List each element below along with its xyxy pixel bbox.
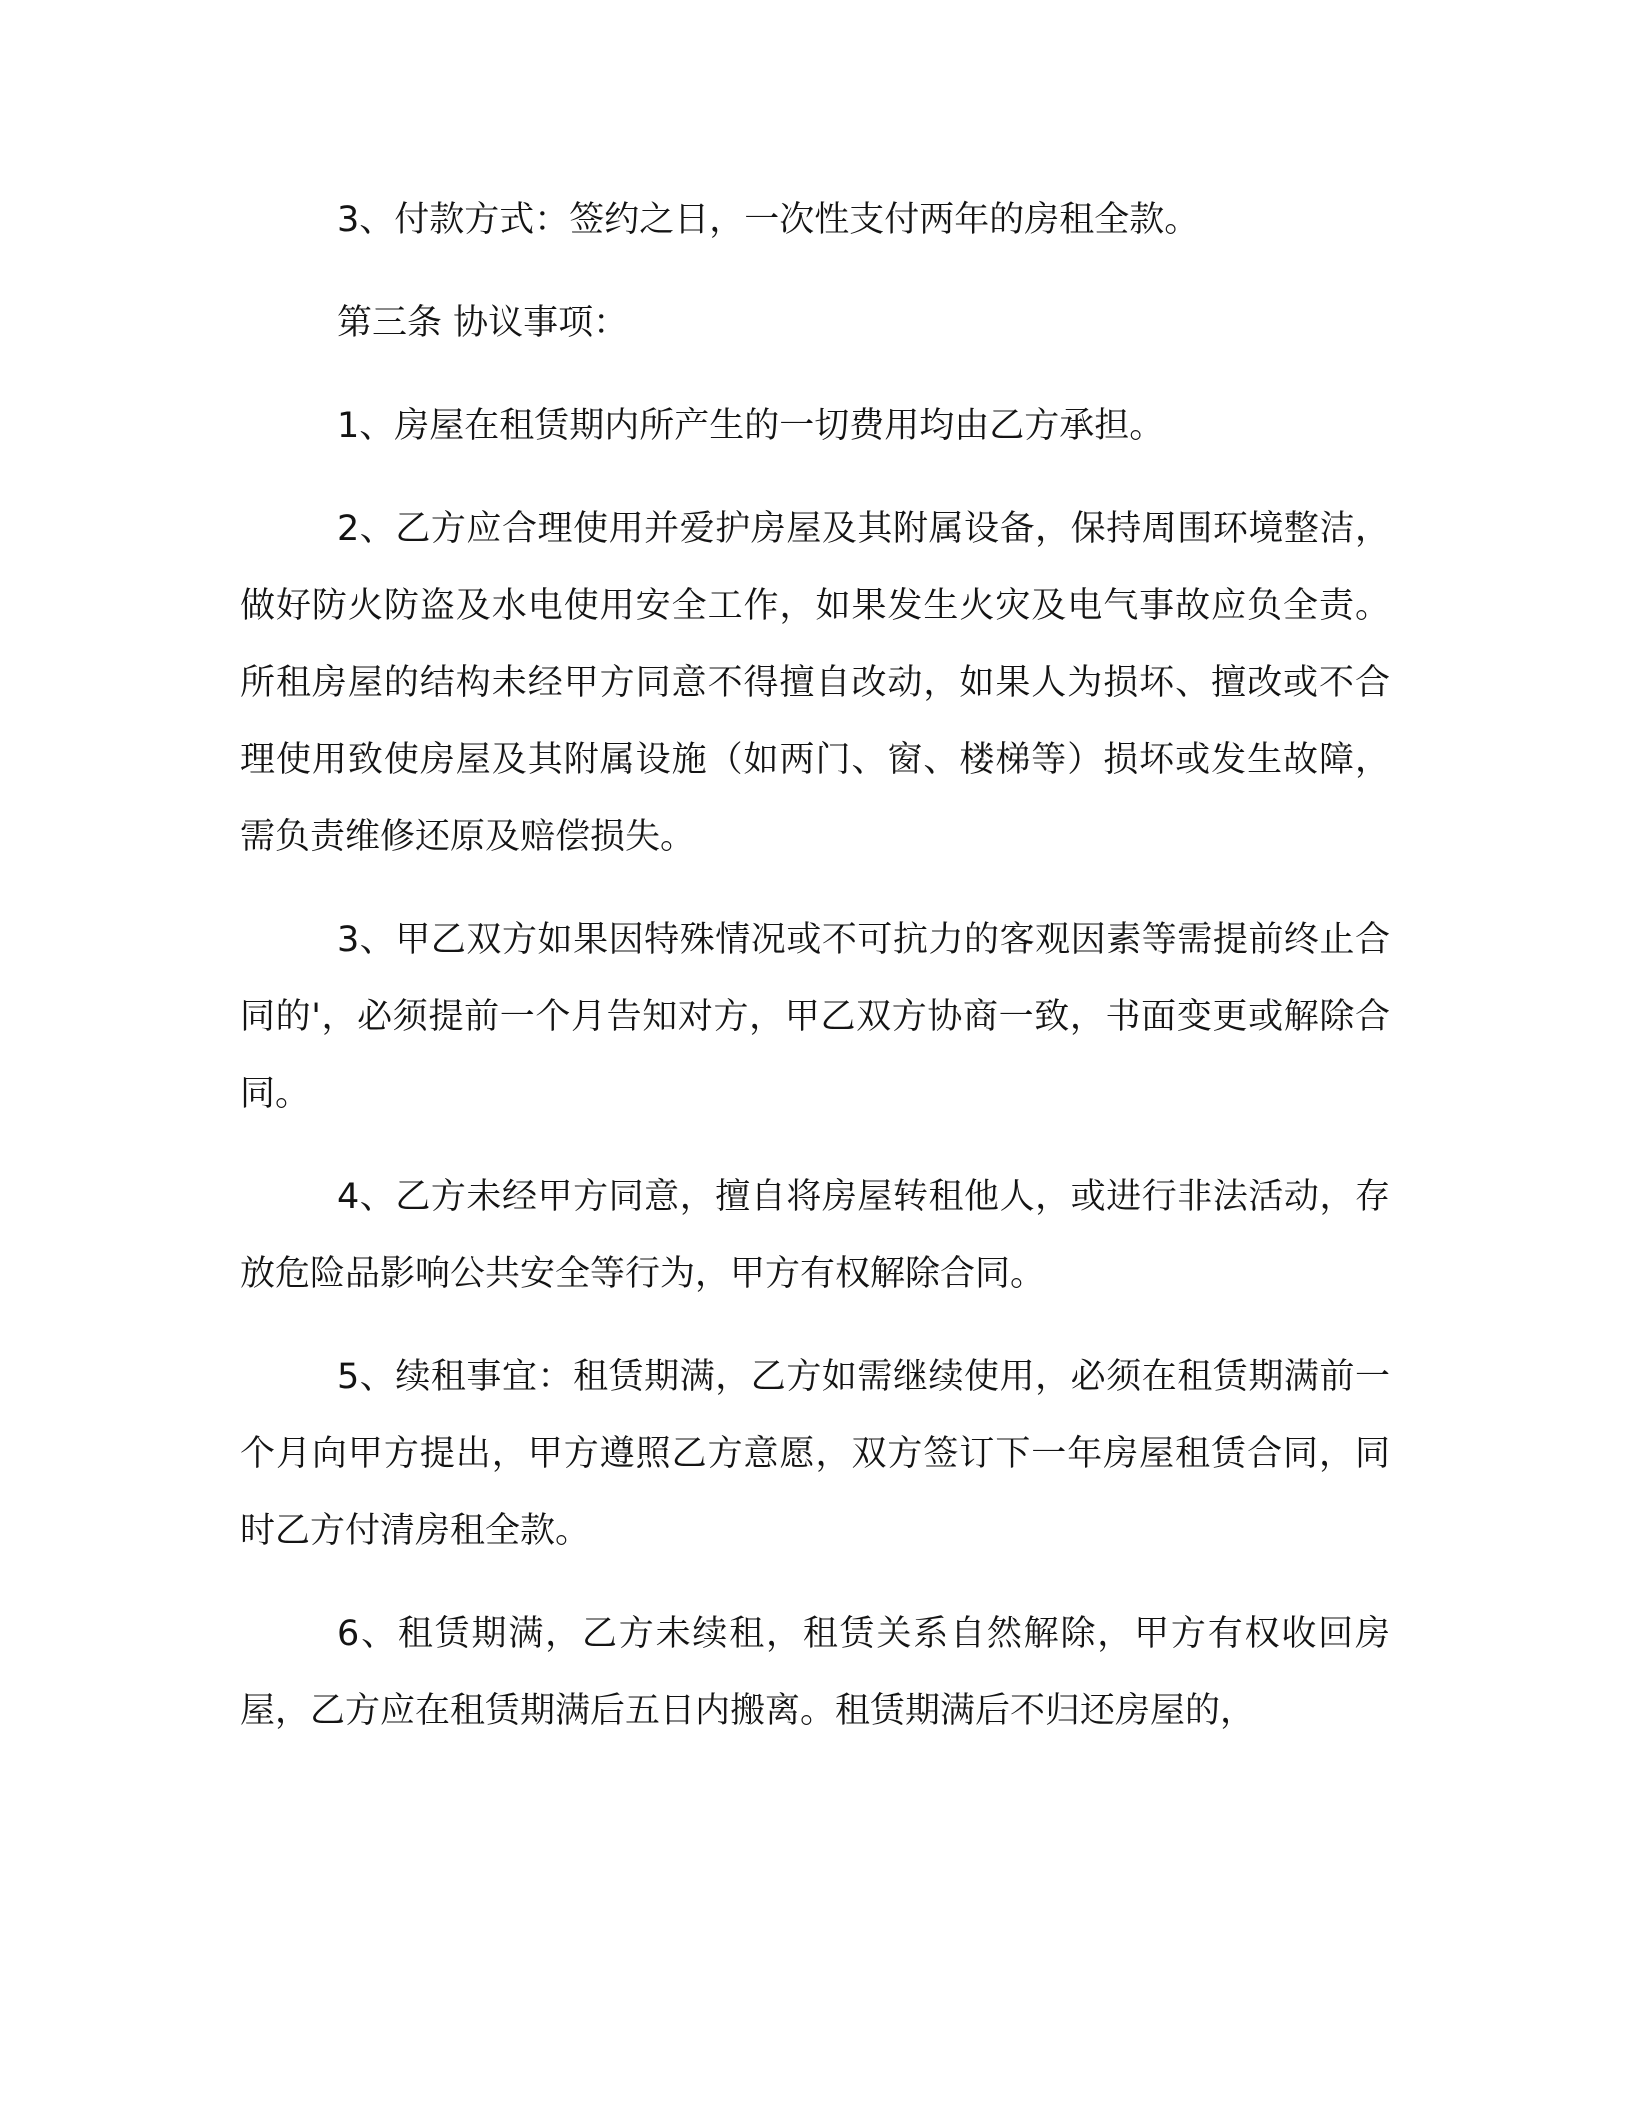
clause-1-paragraph: 1、房屋在租赁期内所产生的一切费用均由乙方承担。 [337, 406, 1165, 446]
article-three-heading: 第三条 协议事项： [337, 303, 629, 343]
payment-method-paragraph: 3、付款方式：签约之日，一次性支付两年的房租全款。 [337, 200, 1200, 240]
clause-4-paragraph: 4、乙方未经甲方同意，擅自将房屋转租他人，或进行非法活动，存放危险品影响公共安全等行为，甲方有权解除合同。 [240, 1177, 1390, 1294]
clause-6-paragraph: 6、租赁期满，乙方未续租，租赁关系自然解除，甲方有权收回房屋，乙方应在租赁期满后五日内搬离。租赁期满后不归还房屋的， [240, 1614, 1390, 1731]
clause-3-paragraph: 3、甲乙双方如果因特殊情况或不可抗力的客观因素等需提前终止合同的'，必须提前一个月告知对方，甲乙双方协商一致，书面变更或解除合同。 [240, 920, 1390, 1114]
document-body [240, 182, 1390, 1776]
clause-2-paragraph: 2、乙方应合理使用并爱护房屋及其附属设备，保持周围环境整洁，做好防火防盗及水电使用安全工作，如果发生火灾及电气事故应负全责。所租房屋的结构未经甲方同意不得擅自改动，如果人为损坏、擅改或不合理使用致使房屋及其附属设施（如两门、窗、楼梯等）损坏或发生故障，需负责维修还原及赔偿损失。 [240, 509, 1390, 857]
clause-5-paragraph: 5、续租事宜：租赁期满，乙方如需继续使用，必须在租赁期满前一个月向甲方提出，甲方遵照乙方意愿，双方签订下一年房屋租赁合同，同时乙方付清房租全款。 [240, 1357, 1390, 1551]
